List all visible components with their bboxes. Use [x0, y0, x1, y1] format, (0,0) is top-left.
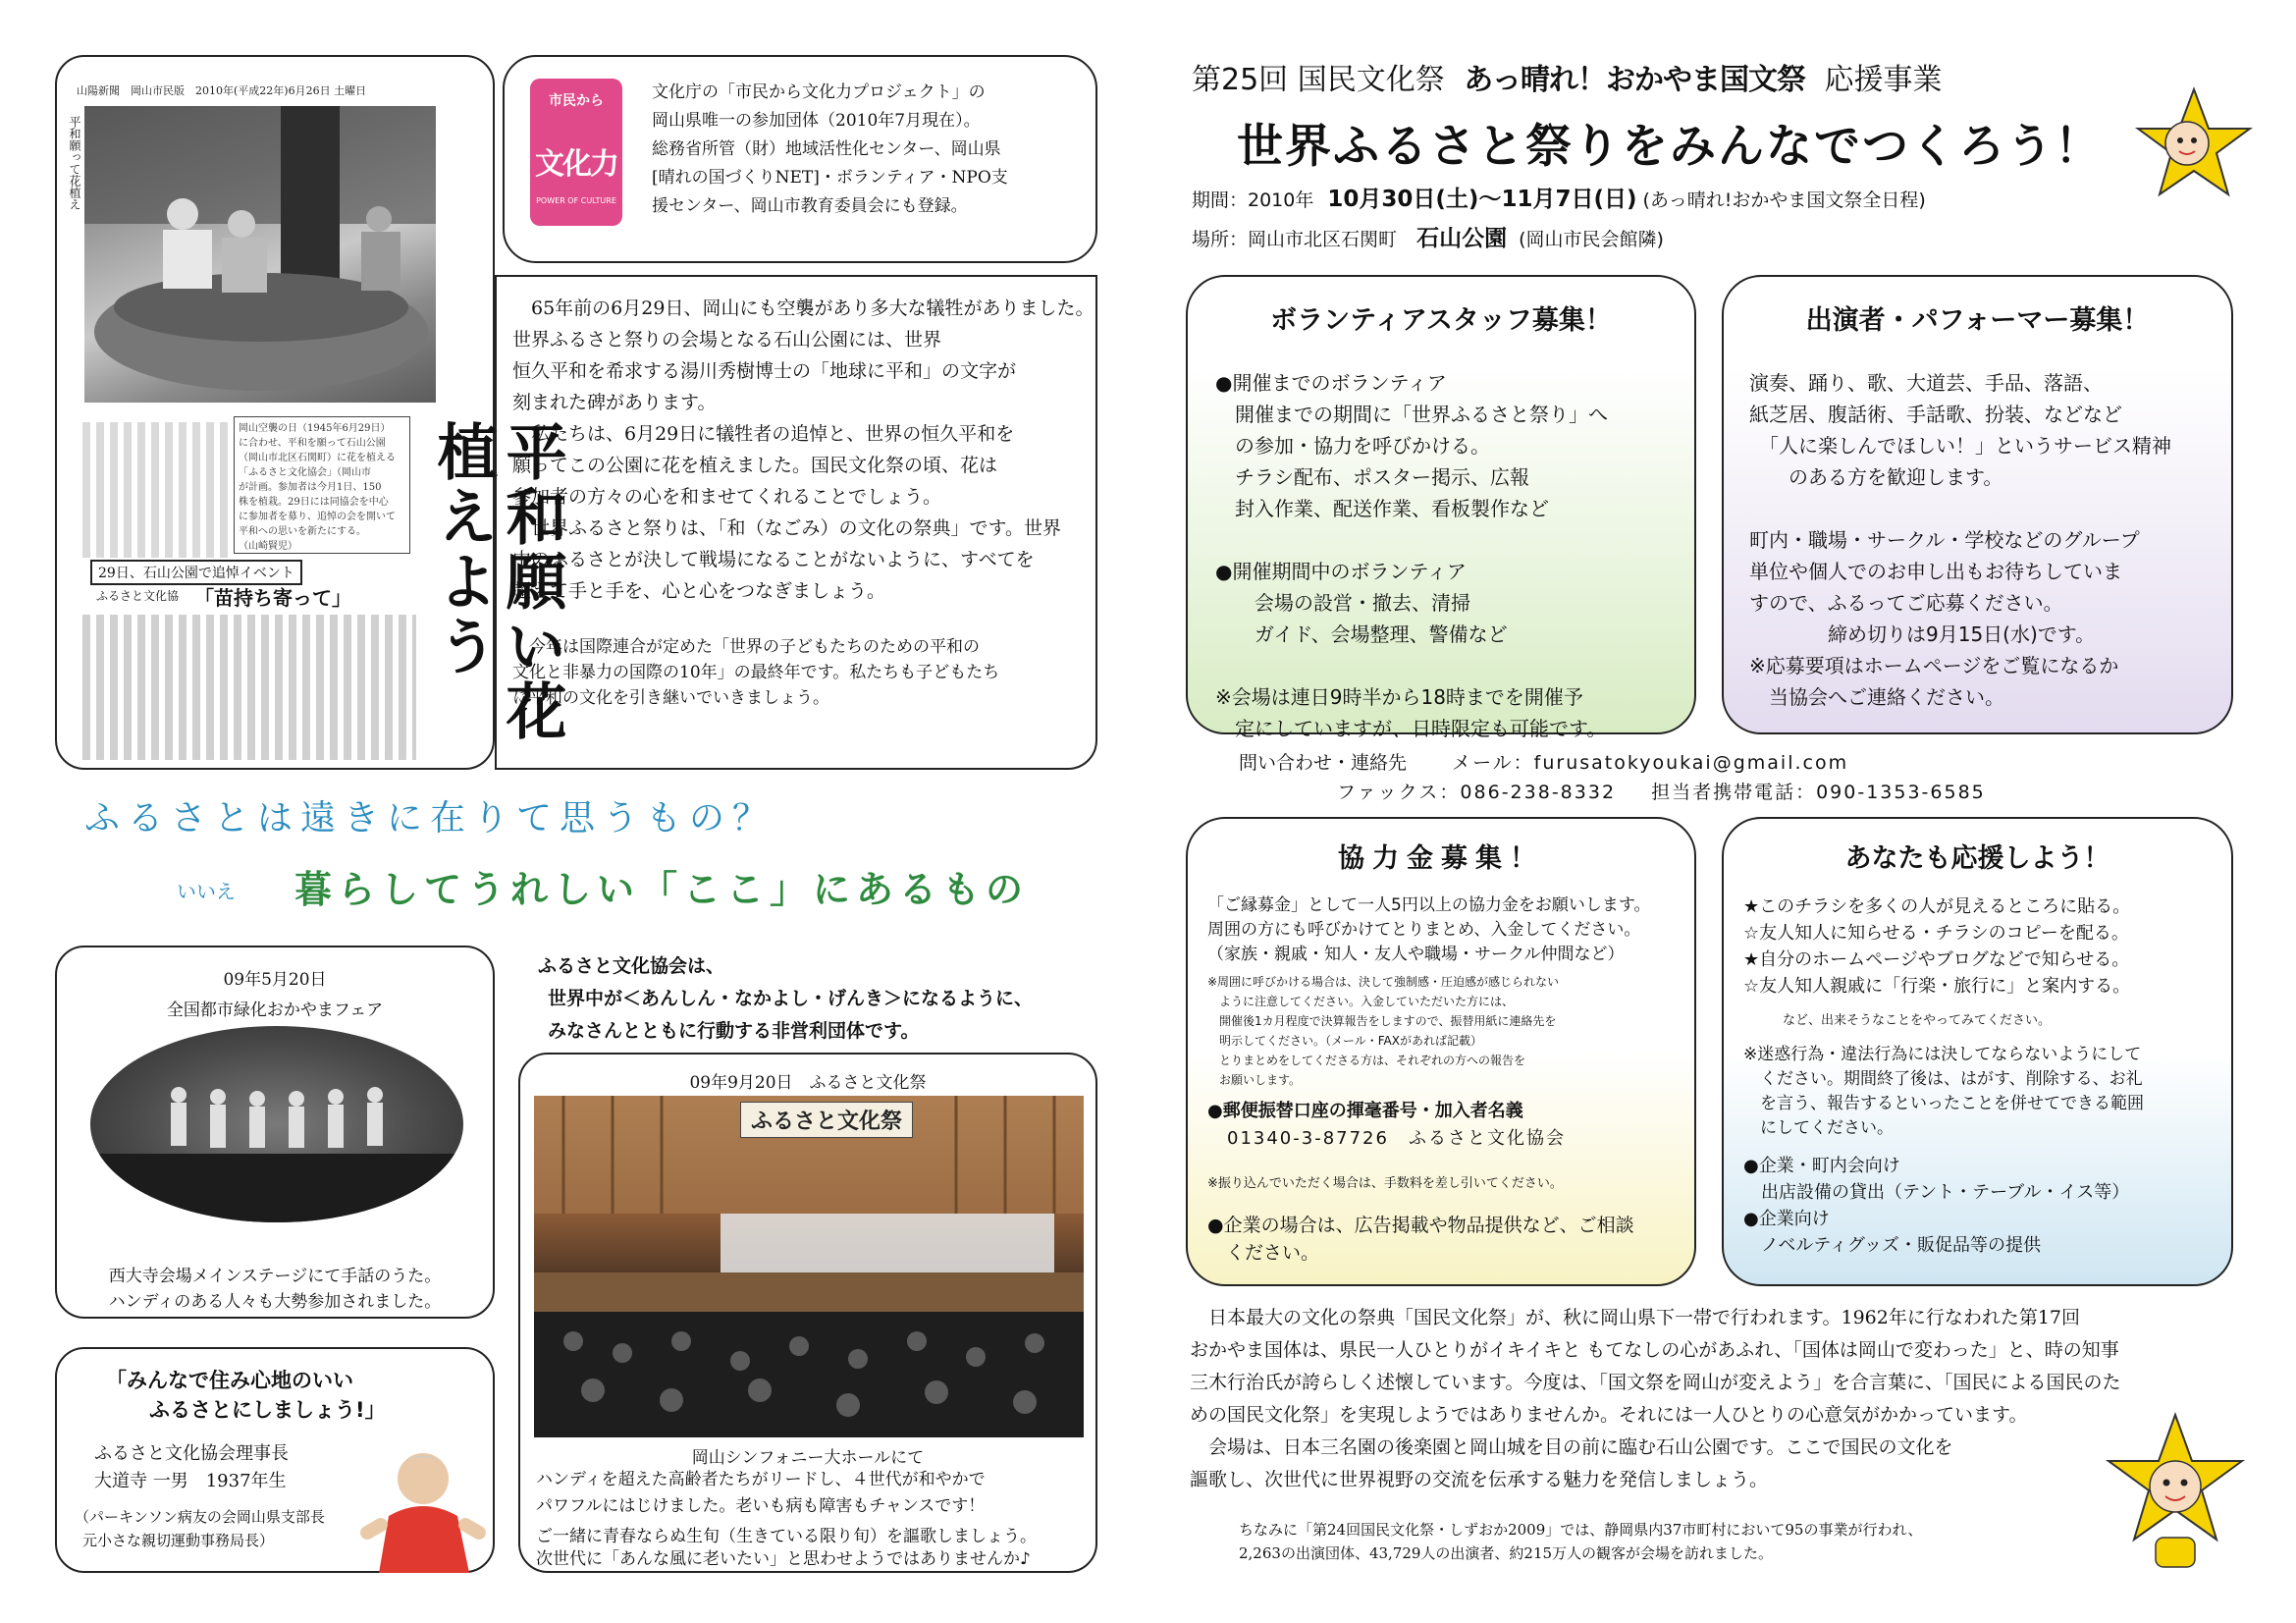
clipping-column-texture: [82, 422, 230, 558]
support-line: ☆友人知人親戚に「行楽・旅行に」と案内する。: [1743, 976, 2131, 997]
support-title: あなたも応援しよう！: [1844, 843, 2110, 874]
closing-footnote: [1239, 1518, 1922, 1565]
support-etc: など、出来そうなことをやってみてください。: [1783, 1013, 2052, 1028]
clipping-body-line: に合わせ、平和を願って石山公園: [239, 438, 386, 449]
mascot-star-icon: [2097, 1410, 2254, 1577]
story-line: 参加者の方々の心を和ませてくれることでしょう。: [512, 486, 942, 508]
photo2-description: [536, 1467, 986, 1520]
closing-text: [1190, 1302, 2120, 1496]
story-line: 今年は国際連合が定めた「世界の子どもたちのための平和の: [512, 637, 980, 657]
profile-note1: （パーキンソン病友の会岡山県支部長: [75, 1508, 325, 1526]
donation-line: 周囲の方にも呼びかけてとりまとめ、入金してください。: [1207, 920, 1641, 940]
photo2-line: ご一緒に青春ならぬ生旬（生きている限り旬）を謳歌しましょう。: [536, 1527, 1037, 1546]
closing-line: おかやま国体は、県民一人ひとりがイキイキと もてなしの心があふれ、「国体は岡山で変わった」と、時の知事: [1190, 1339, 2119, 1361]
performer-line: 紙芝居、腹話術、手話歌、扮装、などなど: [1749, 403, 2122, 426]
story-line: 中のふるさとが決して戦場になることがないように、すべてを: [512, 549, 1035, 570]
volunteer-line: [1215, 524, 1608, 556]
performer-line: 「人に楽しんでほしい！」というサービス精神: [1749, 434, 2171, 458]
donation-small-line: ※周囲に呼びかける場合は、決して強制感・圧迫感が感じられない: [1207, 975, 1560, 989]
volunteer-line: チラシ配布、ポスター掲示、広報: [1215, 465, 1529, 489]
volunteer-line: ●開催期間中のボランティア: [1215, 560, 1467, 583]
donation-corp-line: ください。: [1207, 1242, 1320, 1264]
concert-hall-illustration: [534, 1096, 1084, 1437]
newspaper-clipping: [55, 55, 567, 770]
performer-line: すので、ふるってご応募ください。: [1749, 591, 2063, 615]
volunteer-text: [1215, 367, 1608, 744]
account-label: ●郵便振替口座の揮毫番号・加入者名義: [1207, 1101, 1523, 1121]
clipping-body-line: 「ふるさと文化協会」（岡山市: [239, 467, 371, 478]
performer-title: 出演者・パフォーマー募集！: [1805, 305, 2150, 336]
performer-line: ※応募要項はホームページをご覧になるか: [1749, 654, 2119, 677]
closing-line: 謳歌し、次世代に世界視野の交流を伝承する魅力を発信しましょう。: [1190, 1469, 1769, 1490]
chairman-portrait: [359, 1428, 487, 1573]
support-corp-line: ●企業・町内会向け: [1743, 1156, 1900, 1176]
story-line: 文化と非暴力の国際の10年」の最終年です。私たちも子どもたち: [512, 663, 1000, 682]
volunteer-box: [1186, 275, 1696, 740]
photo2-description2: [536, 1526, 1037, 1571]
place-name: 石山公園: [1416, 226, 1508, 251]
photo2-line: ハンディを超えた高齢者たちがリードし、４世代が和やかで: [536, 1470, 986, 1489]
donation-small-line: とりまとめをしてくださる方は、それぞれの方への報告を: [1207, 1054, 1526, 1067]
closing-small-line: 2,263の出演団体、43,729人の出演者、約215万人の観客が会場を訪れました。: [1239, 1544, 1774, 1562]
donation-line: 「ご縁募金」として一人5円以上の協力金をお願いします。: [1207, 895, 1651, 915]
donation-small-line: お願いします。: [1207, 1073, 1302, 1087]
photo1-image: [90, 1026, 463, 1222]
donation-small-line: 開催後1カ月程度で決算報告をしますので、振替用紙に連絡先を: [1207, 1014, 1557, 1028]
donation-line: （家族・親戚・知人・友人や職場・サークル仲間など）: [1207, 945, 1625, 964]
contact-block: [1239, 748, 1986, 807]
support-corp-line: 出店設備の貸出（テント・テーブル・イス等）: [1743, 1182, 2130, 1203]
story-line: に平和の文化を引き継いでいきましょう。: [512, 688, 829, 708]
photo1-box: [55, 946, 495, 1319]
account-number: 01340-3-87726 ふるさと文化協会: [1207, 1128, 1566, 1149]
closing-small-line: ちなみに「第24回国民文化祭・しずおか2009」では、静岡県内37市町村において95の事業が行われ、: [1239, 1521, 1923, 1539]
support-warn-line: を言う、報告するといったことを併せてできる範囲: [1743, 1094, 2144, 1113]
contact-mail: メール：furusatokyoukai@gmail.com: [1452, 752, 1849, 774]
support-box: [1722, 817, 2233, 1286]
place-line: [1192, 220, 1664, 252]
story-line: 超えて手と手を、心と心をつなぎましょう。: [512, 580, 886, 602]
clipping-photo: [84, 106, 436, 403]
support-line: ★自分のホームページやブログなどで知らせる。: [1743, 949, 2130, 970]
clipping-column-texture: [82, 615, 416, 760]
story-text: [512, 293, 1099, 711]
bunka-logo-top: 市民から: [549, 93, 604, 109]
festival-logo: あっ晴れ！おかやま国文祭: [1464, 63, 1805, 97]
bunka-line: 岡山県唯一の参加団体（2010年7月現在）。: [652, 111, 981, 131]
profile-org: ふるさと文化協会理事長: [94, 1443, 289, 1464]
story-line: 私たちは、6月29日に犠牲者の追悼と、世界の恒久平和を: [512, 423, 1015, 445]
volunteer-title: ボランティアスタッフ募集！: [1270, 305, 1612, 336]
event-banner: 29日、石山公園で追悼イベント: [90, 560, 302, 585]
contact-fax: ファックス：086-238-8332: [1337, 782, 1617, 803]
bunka-line: 文化庁の「市民から文化力プロジェクト」の: [652, 82, 986, 102]
clipping-body-line: （岡山市北区石関町）に花を植える: [239, 453, 396, 463]
place-note: (岡山市民会館隣): [1519, 229, 1664, 250]
performer-line: のある方を歓迎します。: [1749, 465, 2003, 489]
period-dates: 10月30日(土)〜11月7日(日): [1327, 187, 1637, 212]
support-warning: [1743, 1043, 2144, 1141]
volunteer-line: 封入作業、配送作業、看板製作など: [1215, 497, 1549, 520]
donation-box: [1186, 817, 1696, 1286]
donation-small-line: ように注意してください。入金していただいた方には、: [1207, 995, 1515, 1008]
newspaper-header: 山陽新聞 岡山市民版 2010年(平成22年)6月26日 土曜日: [77, 84, 367, 97]
performer-text: [1749, 367, 2171, 713]
story-line: 65年前の6月29日、岡山にも空襲があり多大な犠牲がありました。世界ふるさと祭りの会場となる石山公園には、世界: [512, 298, 1095, 351]
performer-line: 単位や個人でのお申し出もお待ちしていま: [1749, 560, 2122, 583]
clipping-body-line: （山崎賢児）: [239, 541, 297, 552]
support-warn-line: にしてください。: [1743, 1118, 1894, 1138]
profile-title2: ふるさとにしましょう!」: [149, 1398, 386, 1422]
closing-line: めの国民文化祭」を実現しようではありませんか。それには一人ひとりの心意気がかかっています。: [1190, 1404, 2028, 1426]
place-label: 場所：岡山市北区石関町: [1192, 229, 1398, 250]
mission-line3: みなさんとともに行動する非営利団体です。: [548, 1020, 920, 1042]
mascot-star-icon: [2130, 84, 2258, 202]
photo-caption: 平和願って花植え: [68, 116, 81, 210]
donation-account: [1207, 1098, 1566, 1153]
association-subhead: 「苗持ち寄って」: [194, 586, 351, 610]
donation-small-print: [1207, 972, 1559, 1090]
photo2-title: 09年9月20日 ふるさと文化祭: [689, 1073, 927, 1093]
contact-label: 問い合わせ・連絡先: [1239, 752, 1408, 774]
support-line: ★このチラシを多くの人が見えるところに貼る。: [1743, 896, 2131, 917]
donation-corp-line: ●企業の場合は、広告掲載や物品提供など、ご相談: [1207, 1215, 1634, 1236]
clipping-body-line: 岡山空襲の日（1945年6月29日）: [239, 423, 391, 434]
bunka-logo-bottom: POWER OF CULTURE: [536, 196, 616, 205]
volunteer-line: 定にしていますが、日時限定も可能です。: [1215, 717, 1607, 740]
story-line: 刻まれた碑があります。: [512, 392, 717, 413]
photo2-box: [518, 1053, 1097, 1573]
clipping-body-line: 株を植栽。29日には同協会を中心: [239, 497, 389, 508]
period-note: (あっ晴れ!おかやま国文祭全日程): [1642, 189, 1926, 211]
photo1-event: 全国都市緑化おかやまフェア: [166, 1001, 384, 1020]
support-corp-line: ●企業向け: [1743, 1209, 1830, 1229]
header-suffix: 応援事業: [1824, 63, 1943, 97]
slogan-iie: いいえ: [177, 880, 236, 903]
slogan-line2: 暮らしてうれしい「ここ」にあるもの: [294, 867, 1030, 911]
header-prefix: 第25回 国民文化祭: [1192, 63, 1445, 97]
story-line: 願ってこの公園に花を植えました。国民文化祭の頃、花は: [512, 455, 998, 476]
profile-note2: 元小さな親切運動事務局長）: [82, 1532, 275, 1549]
slogan-line1: ふるさとは遠きに在りて思うもの？: [84, 798, 776, 839]
support-warn-line: ください。期間終了後は、はがす、削除する、お礼: [1743, 1069, 2143, 1089]
fee-note: ※振り込んでいただく場合は、手数料を差し引いてください。: [1207, 1176, 1563, 1191]
donation-small-line: 明示してください。（メール・FAXがあれば記載）: [1207, 1034, 1482, 1048]
photo1-caption2: ハンディのある人々も大勢参加されました。: [108, 1292, 442, 1312]
header-line: [1192, 55, 1943, 98]
volunteer-line: ガイド、会場整理、警備など: [1215, 622, 1508, 646]
mission-line1: ふるさと文化協会は、: [538, 955, 725, 977]
volunteer-line: ●開催までのボランティア: [1215, 371, 1447, 395]
support-corporate: [1743, 1153, 2129, 1259]
volunteer-line: 会場の設営・撤去、清掃: [1215, 591, 1470, 615]
clipping-body-line: に参加者を募り、追悼の会を開いて: [239, 512, 396, 522]
bunka-line: 総務省所管（財）地域活性化センター、岡山県: [652, 139, 1001, 159]
profile-title1: 「みんなで住み心地のいい: [106, 1369, 353, 1392]
photo2-image: [534, 1096, 1084, 1437]
closing-line: 会場は、日本三名園の後楽園と岡山城を目の前に臨む石山公園です。ここで国民の文化を: [1190, 1436, 1953, 1458]
volunteer-line: ※会場は連日9時半から18時までを開催予: [1215, 685, 1583, 709]
photo2-line: パワフルにはじけました。老いも病も障害もチャンスです！: [536, 1496, 986, 1516]
contact-phone: 担当者携帯電話：090-1353-6585: [1651, 782, 1986, 803]
bunka-logo-main: 文化力: [535, 147, 617, 182]
main-title: 世界ふるさと祭りをみんなでつくろう！: [1237, 120, 2103, 174]
volunteer-line: [1215, 650, 1608, 681]
support-line: ☆友人知人に知らせる・チラシのコピーを配る。: [1743, 923, 2129, 944]
gardening-illustration: [84, 106, 436, 403]
donation-title: 協力金募集！: [1338, 843, 1544, 874]
photo1-caption1: 西大寺会場メインステージにて手話のうた。: [108, 1267, 442, 1286]
bunka-box: [503, 55, 1097, 263]
clipping-article-box: [234, 416, 410, 554]
photo1-date: 09年5月20日: [223, 970, 327, 990]
photo2-banner: ふるさと文化祭: [740, 1102, 913, 1138]
clipping-headline: 平和願い花植えよう: [427, 420, 567, 744]
association-line: ふるさと文化協: [96, 589, 180, 603]
photo2-line: 次世代に「あんな風に老いたい」と思わせようではありませんか♪: [536, 1549, 1031, 1569]
performer-line: 町内・職場・サークル・学校などのグループ: [1749, 528, 2140, 552]
stage-performers-illustration: [90, 1026, 463, 1222]
performer-box: [1722, 275, 2233, 734]
period-label: 期間：2010年: [1192, 189, 1314, 211]
performer-line: 締め切りは9月15日(水)です。: [1749, 622, 2096, 646]
closing-line: 日本最大の文化の祭典「国民文化祭」が、秋に岡山県下一帯で行われます。1962年に行なわれた第17回: [1190, 1307, 2081, 1328]
clipping-body-line: 平和への思いを新たにする。: [239, 526, 366, 537]
donation-corporate: [1207, 1212, 1634, 1267]
support-corp-line: ノベルティグッズ・販促品等の提供: [1743, 1235, 2041, 1256]
profile-box: [55, 1347, 495, 1573]
story-line: 恒久平和を希求する湯川秀樹博士の「地球に平和」の文字が: [512, 360, 1017, 382]
bunka-line: 援センター、岡山市教育委員会にも登録。: [652, 196, 968, 216]
photo2-venue: 岡山シンフォニー大ホールにて: [691, 1448, 925, 1468]
volunteer-line: の参加・協力を呼びかける。: [1215, 434, 1490, 458]
clipping-body-line: が計画。参加者は今月1日、150: [239, 482, 382, 493]
mission-text: [538, 950, 1033, 1048]
support-warn-line: ※迷惑行為・違法行為には決してならないようにして: [1743, 1045, 2142, 1064]
closing-line: 三木行治氏が誇らしく述懐しています。今度は、「国文祭を岡山が変えよう」を合言葉に、「国民による国民のた: [1190, 1372, 2121, 1393]
support-actions: [1743, 893, 2130, 1000]
donation-text: [1207, 893, 1650, 967]
story-line: 世界ふるさと祭りは、「和（なごみ）の文化の祭典」です。世界: [512, 517, 1061, 539]
mission-line2: 世界中が＜あんしん・なかよし・げんき＞になるように、: [548, 988, 1034, 1009]
profile-name: 大道寺 一男 1937年生: [94, 1471, 287, 1491]
bunka-logo: [530, 79, 622, 226]
performer-line: [1749, 493, 2171, 524]
period-line: [1192, 181, 1926, 213]
performer-line: 当協会へご連絡ください。: [1749, 685, 2004, 709]
performer-line: 演奏、踊り、歌、大道芸、手品、落語、: [1749, 371, 2103, 395]
volunteer-line: 開催までの期間に「世界ふるさと祭り」へ: [1215, 403, 1608, 426]
bunka-line: [晴れの国づくりNET]・ボランティア・NPO支: [652, 168, 1008, 188]
bunka-text: [652, 79, 1008, 221]
